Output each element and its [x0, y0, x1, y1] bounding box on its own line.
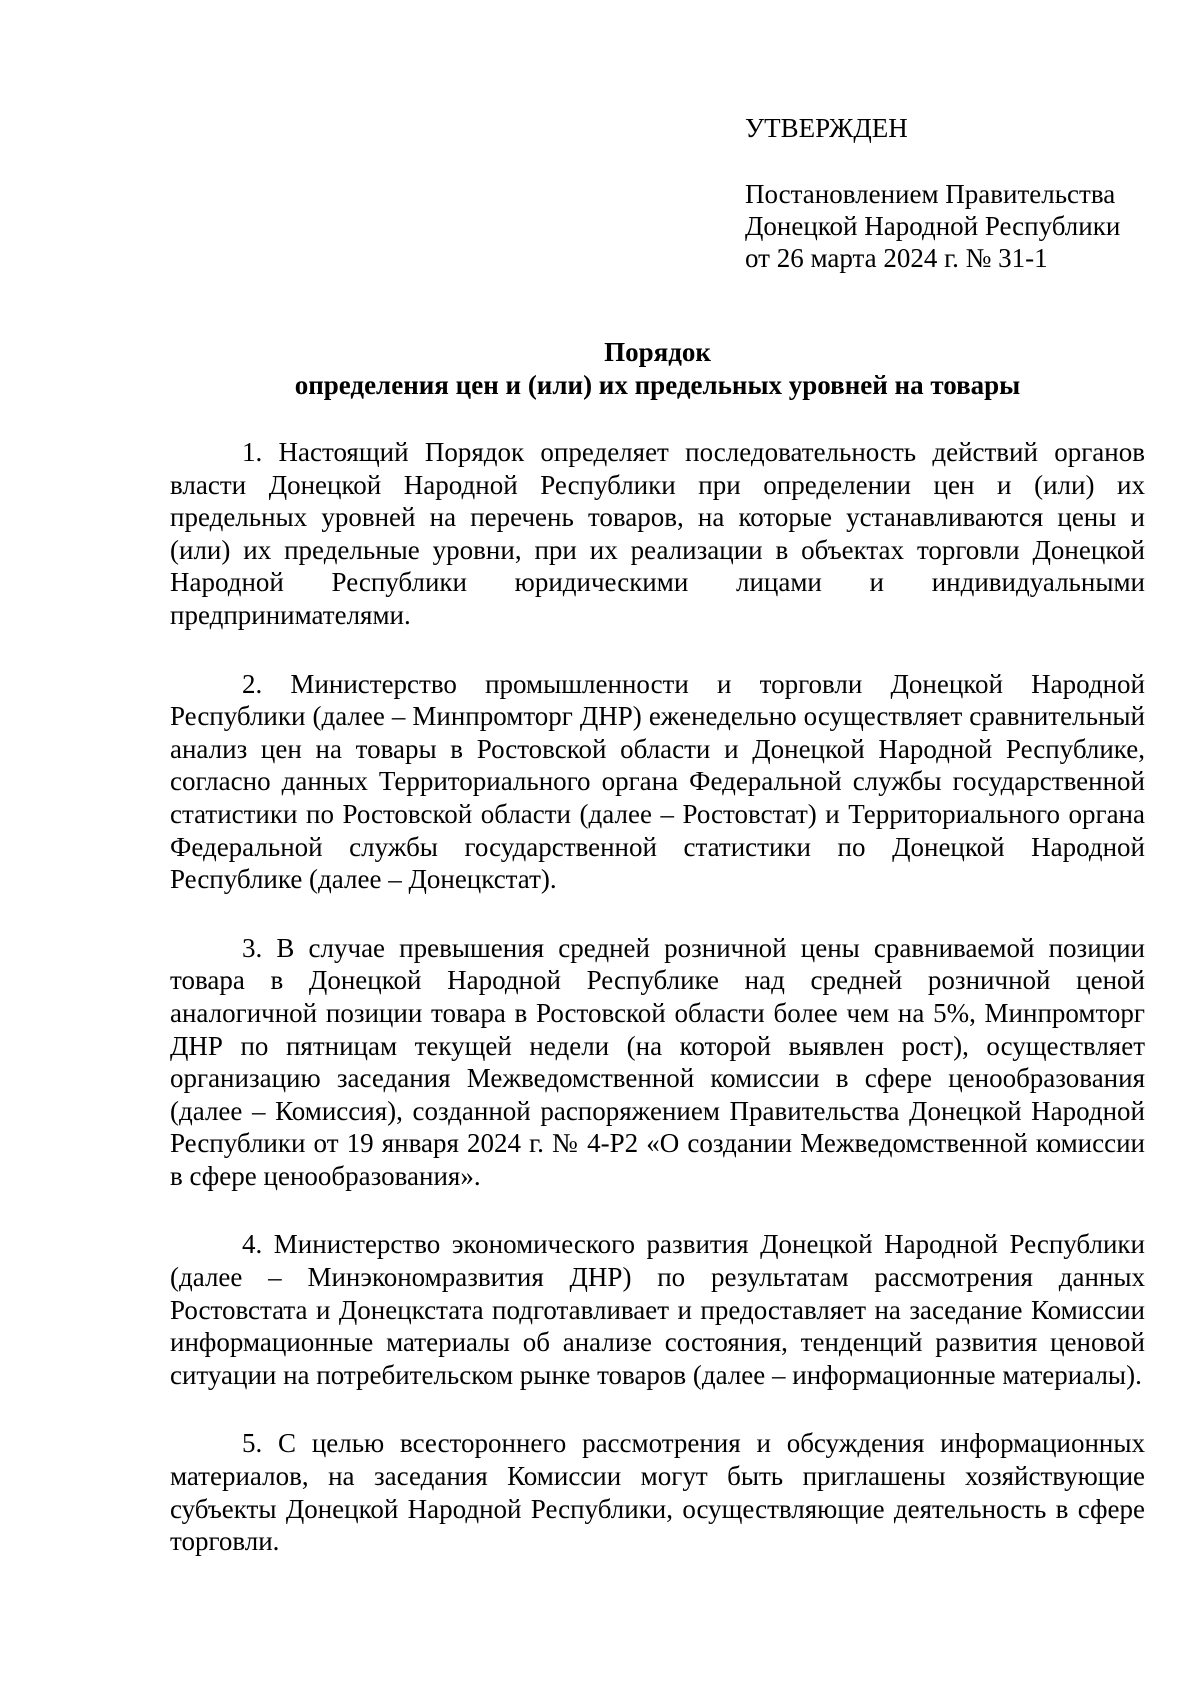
- paragraph-2: 2. Министерство промышленности и торговли Донецкой Народной Республики (далее – Минпромторг ДНР) еженедельно осуществляет сравнительный анализ цен на товары в Ростовской области и Донецкой Народной Республике, согласно данных Территориального органа Федеральной службы государственной статистики по Ростовской области (далее – Ростовстат) и Территориального органа Федеральной службы государственной статистики по Донецкой Народной Республике (далее – Донецкстат).: [170, 668, 1145, 895]
- document-title: [170, 336, 1145, 402]
- paragraph-4: 4. Министерство экономического развития Донецкой Народной Республики (далее – Минэкономразвития ДНР) по результатам рассмотрения данных Ростовстата и Донецкстата подготавливает и предоставляет на заседание Комиссии информационные материалы об анализе состояния, тенденций развития ценовой ситуации на потребительском рынке товаров (далее – информационные материалы).: [170, 1229, 1145, 1390]
- paragraph-1: 1. Настоящий Порядок определяет последовательность действий органов власти Донецкой Народной Республики при определении цен и (или) их предельных уровней на перечень товаров, на которые устанавливаются цены и (или) их предельные уровни, при их реализации в объектах торговли Донецкой Народной Республики юридическими лицами и индивидуальными предпринимателями.: [170, 437, 1145, 630]
- document-body: [170, 436, 1145, 1594]
- approved-label: УТВЕРЖДЕН: [745, 113, 908, 143]
- approval-line-2: Донецкой Народной Республики: [745, 211, 1121, 241]
- title-line-2: определения цен и (или) их предельных уровней на товары: [294, 370, 1021, 400]
- approval-date: от 26 марта 2024 г. № 31-1: [745, 243, 1048, 273]
- approval-line-1: Постановлением Правительства: [745, 179, 1116, 209]
- paragraph-3: 3. В случае превышения средней розничной цены сравниваемой позиции товара в Донецкой Народной Республике над средней розничной ценой аналогичной позиции товара в Ростовской области более чем на 5%, Минпромторг ДНР по пятницам текущей недели (на которой выявлен рост), осуществляет организацию заседания Межведомственной комиссии в сфере ценообразования (далее – Комиссия), созданной распоряжением Правительства Донецкой Народной Республики от 19 января 2024 г. № 4-Р2 «О создании Межведомственной комиссии в сфере ценообразования».: [170, 932, 1145, 1191]
- paragraph-5: 5. С целью всестороннего рассмотрения и обсуждения информационных материалов, на заседания Комиссии могут быть приглашены хозяйствующие субъекты Донецкой Народной Республики, осуществляющие деятельность в сфере торговли.: [170, 1428, 1145, 1557]
- title-line-1: Порядок: [604, 337, 711, 367]
- approval-stamp: [745, 112, 1165, 274]
